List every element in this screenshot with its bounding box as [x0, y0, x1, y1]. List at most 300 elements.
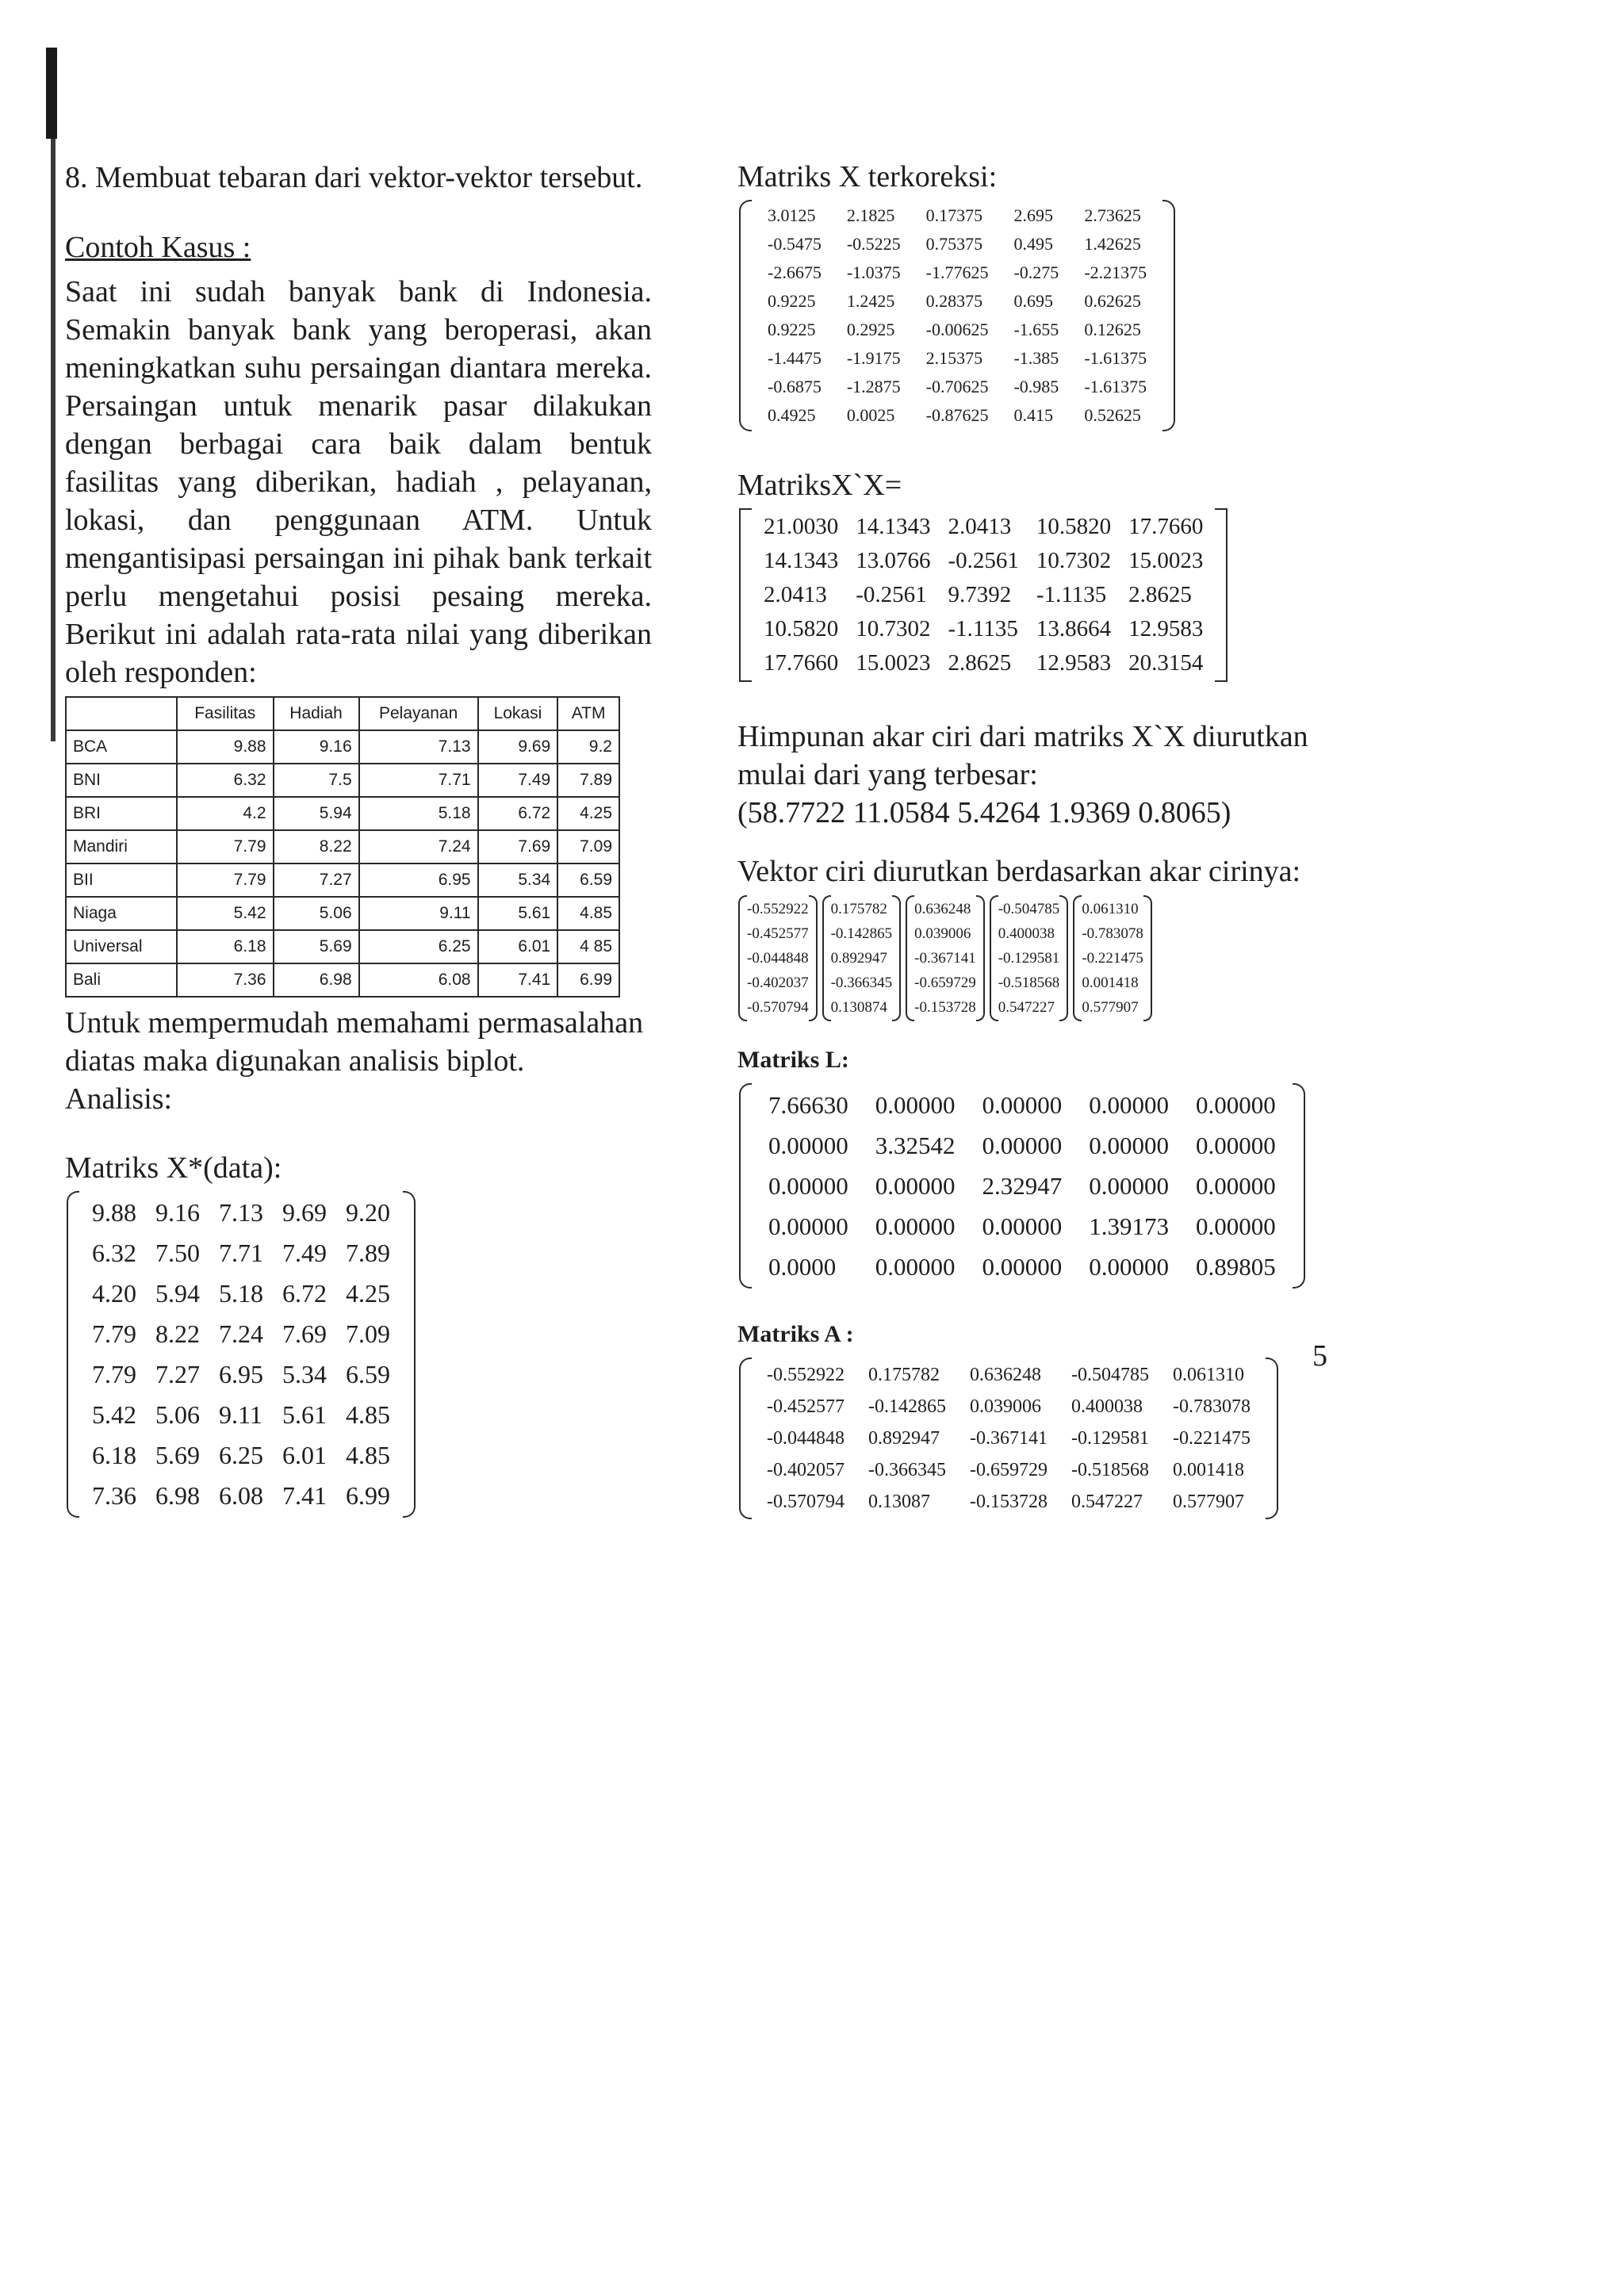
- score-cell: 7.09: [557, 830, 619, 864]
- matrix-cell: 15.0023: [856, 650, 931, 676]
- score-cell: 6.99: [557, 963, 619, 997]
- matrix-cell: 4.25: [346, 1279, 390, 1308]
- table-row: [66, 864, 619, 897]
- matrix-cell: 0.00000: [768, 1171, 848, 1200]
- corrected-matrix-title: Matriks X terkoreksi:: [737, 160, 998, 193]
- matrix-cell: -0.00625: [925, 320, 989, 339]
- matrix-row: [755, 578, 1212, 612]
- right-column: [737, 159, 1562, 1523]
- matrix-cell: -0.452577: [767, 1396, 845, 1417]
- eigenvalue-list: (58.7722 11.0584 5.4264 1.9369 0.8065): [737, 796, 1231, 829]
- corrected-matrix-table: [755, 201, 1159, 430]
- score-cell: 6.01: [478, 930, 558, 963]
- table-row: [66, 764, 619, 797]
- matrix-cell: 0.039006: [970, 1396, 1041, 1417]
- score-cell: 7.49: [478, 764, 558, 797]
- eigenvector-text: Vektor ciri diurutkan berdasarkan akar cirinya:: [737, 855, 1301, 888]
- matrix-row: [755, 510, 1212, 544]
- matrix-cell: 1.39173: [1089, 1212, 1169, 1240]
- matrix-cell: 0.00000: [1089, 1171, 1169, 1200]
- matrix-cell: -0.783078: [1173, 1396, 1251, 1417]
- matrix-row: [755, 1391, 1262, 1423]
- column-header: ATM: [557, 697, 619, 730]
- matrix-cell: -0.518568: [1071, 1459, 1149, 1480]
- score-cell: 6.08: [359, 963, 478, 997]
- bank-name-cell: Niaga: [66, 897, 177, 930]
- biplot-paragraph: Untuk mempermudah memahami permasalahan diatas maka digunakan analisis biplot.: [65, 1006, 644, 1078]
- score-cell: 5.06: [274, 897, 359, 930]
- eigenvector-value: -0.366345: [830, 975, 893, 991]
- matrix-cell: 12.9583: [1128, 616, 1204, 641]
- matrix-cell: 4.85: [346, 1441, 390, 1469]
- score-cell: 5.69: [274, 930, 359, 963]
- score-cell: 4.2: [177, 797, 274, 830]
- matrix-cell: 7.66630: [768, 1090, 848, 1119]
- matrix-cell: 6.95: [219, 1360, 263, 1388]
- matrix-row: [755, 544, 1212, 578]
- matrix-cell: 7.36: [92, 1481, 136, 1510]
- matrix-cell: 0.892947: [868, 1427, 940, 1449]
- matrix-row: [755, 401, 1159, 430]
- score-cell: 7.13: [359, 730, 478, 764]
- matrix-cell: 0.75375: [925, 234, 983, 254]
- matrix-cell: 7.89: [346, 1239, 390, 1267]
- matrix-row: [755, 1125, 1289, 1166]
- matrix-cell: -0.87625: [925, 405, 989, 425]
- matrix-cell: -0.367141: [970, 1427, 1048, 1449]
- bank-name-cell: Bali: [66, 963, 177, 997]
- eigenvector: [737, 895, 818, 1021]
- score-cell: 5.34: [478, 864, 558, 897]
- matrix-cell: 7.13: [219, 1198, 263, 1227]
- matrix-cell: 0.00000: [875, 1212, 956, 1240]
- matrix-cell: 0.00000: [982, 1131, 1063, 1159]
- score-cell: 7.5: [274, 764, 359, 797]
- matrix-row: [755, 1454, 1262, 1486]
- matrix-cell: -1.61375: [1084, 377, 1147, 396]
- matrix-cell: -0.2561: [948, 548, 1019, 573]
- matrix-row: [755, 316, 1159, 344]
- matrix-cell: 0.4925: [768, 405, 816, 425]
- matrix-cell: -2.6675: [768, 262, 822, 282]
- eigenvector-value: 0.061310: [1082, 901, 1139, 917]
- table-row: [66, 830, 619, 864]
- matrix-cell: -1.0375: [846, 262, 901, 282]
- matrix-cell: -0.221475: [1173, 1427, 1251, 1449]
- column-header: Lokasi: [478, 697, 558, 730]
- matrix-cell: 2.8625: [1128, 582, 1192, 607]
- matrix-cell: 6.99: [346, 1481, 390, 1510]
- matrix-cell: -0.570794: [767, 1491, 845, 1512]
- matrix-row: [82, 1314, 400, 1354]
- xtx-matrix: [737, 508, 1229, 682]
- score-cell: 4.85: [557, 897, 619, 930]
- matrix-row: [755, 1166, 1289, 1206]
- matrix-cell: 14.1343: [764, 548, 839, 573]
- matrix-cell: 0.547227: [1071, 1491, 1143, 1512]
- matrix-cell: -1.655: [1013, 320, 1059, 339]
- matrix-cell: 0.00000: [768, 1212, 848, 1240]
- matrix-cell: 7.41: [282, 1481, 327, 1510]
- matrix-cell: 0.577907: [1173, 1491, 1244, 1512]
- matrix-cell: -2.21375: [1084, 262, 1147, 282]
- eigenvector: [905, 895, 986, 1021]
- matrix-cell: -0.275: [1013, 262, 1059, 282]
- matrix-cell: 10.7302: [856, 616, 931, 641]
- matrix-cell: -1.385: [1013, 348, 1059, 368]
- score-cell: 4.25: [557, 797, 619, 830]
- matrix-cell: 0.52625: [1084, 405, 1141, 425]
- eigenvector-value: -0.504785: [998, 901, 1060, 917]
- score-cell: 4 85: [557, 930, 619, 963]
- matrix-cell: 0.00000: [982, 1090, 1063, 1119]
- matrix-row: [755, 1486, 1262, 1518]
- score-cell: 5.18: [359, 797, 478, 830]
- matrix-cell: -1.2875: [846, 377, 901, 396]
- eigenvalue-text: Himpunan akar ciri dari matriks X`X diurutkan mulai dari yang terbesar:: [737, 720, 1308, 791]
- scan-edge-line: [51, 139, 56, 741]
- column-header: Hadiah: [274, 697, 359, 730]
- matrix-cell: 0.9225: [768, 291, 816, 311]
- matrix-l: [737, 1083, 1307, 1289]
- score-cell: 6.25: [359, 930, 478, 963]
- bank-name-cell: BRI: [66, 797, 177, 830]
- matrix-row: [82, 1193, 400, 1233]
- score-cell: 7.27: [274, 864, 359, 897]
- score-cell: 7.69: [478, 830, 558, 864]
- table-body: [66, 730, 619, 997]
- bank-name-cell: Universal: [66, 930, 177, 963]
- matrix-cell: 9.88: [92, 1198, 136, 1227]
- matrix-cell: 0.89805: [1196, 1252, 1276, 1281]
- eigenvector-value: -0.659729: [914, 975, 976, 991]
- matrix-row: [755, 258, 1159, 287]
- score-cell: 7.41: [478, 963, 558, 997]
- matrix-row: [755, 1359, 1262, 1391]
- eigenvector-value: -0.153728: [914, 999, 976, 1016]
- matrix-cell: 0.0025: [846, 405, 895, 425]
- matrix-cell: 0.00000: [982, 1212, 1063, 1240]
- matrix-cell: 9.16: [155, 1198, 200, 1227]
- matrix-l-title: Matriks L:: [737, 1047, 849, 1073]
- score-cell: 7.71: [359, 764, 478, 797]
- matrix-row: [82, 1354, 400, 1395]
- matrix-cell: -0.366345: [868, 1459, 946, 1480]
- matrix-cell: 0.495: [1013, 234, 1053, 254]
- matrix-cell: 1.2425: [846, 291, 895, 311]
- matrix-cell: 5.42: [92, 1400, 136, 1429]
- matrix-cell: 3.32542: [875, 1131, 956, 1159]
- matrix-cell: 7.50: [155, 1239, 200, 1267]
- eigenvector-value: -0.570794: [747, 999, 809, 1016]
- page-number: 5: [1312, 1339, 1327, 1373]
- eigenvector-value: 0.039006: [914, 925, 971, 942]
- left-column: [65, 159, 652, 1522]
- matrix-cell: -0.5225: [846, 234, 901, 254]
- matrix-cell: 0.00000: [1089, 1252, 1169, 1281]
- eigenvector-value: -0.367141: [914, 950, 976, 967]
- respondent-table: [65, 696, 620, 998]
- matrix-cell: 0.061310: [1173, 1364, 1244, 1385]
- matrix-cell: -0.142865: [868, 1396, 946, 1417]
- eigenvector-value: 0.400038: [998, 925, 1055, 942]
- matrix-cell: 7.09: [346, 1319, 390, 1348]
- matrix-cell: 9.69: [282, 1198, 327, 1227]
- matrix-row: [82, 1395, 400, 1435]
- matrix-cell: 5.18: [219, 1279, 263, 1308]
- eigenvector-value: -0.402037: [747, 975, 809, 991]
- matrix-row: [755, 1206, 1289, 1246]
- matrix-cell: 2.1825: [846, 205, 895, 225]
- matrix-cell: -0.985: [1013, 377, 1059, 396]
- matrix-cell: -0.70625: [925, 377, 989, 396]
- matrix-a: [737, 1358, 1280, 1519]
- score-cell: 5.94: [274, 797, 359, 830]
- score-cell: 9.69: [478, 730, 558, 764]
- matrix-cell: 21.0030: [764, 514, 839, 539]
- matrix-cell: 10.5820: [1036, 514, 1112, 539]
- matrix-x-data: [65, 1191, 417, 1518]
- matrix-cell: 0.001418: [1173, 1459, 1244, 1480]
- eigenvector: [1072, 895, 1153, 1021]
- matrix-cell: 2.73625: [1084, 205, 1141, 225]
- matrix-cell: 0.695: [1013, 291, 1053, 311]
- matrix-cell: 2.32947: [982, 1171, 1063, 1200]
- matrix-cell: -0.6875: [768, 377, 822, 396]
- eigenvector-value: -0.129581: [998, 950, 1060, 967]
- column-header: [66, 697, 177, 730]
- eigenvector-value: -0.142865: [830, 925, 893, 942]
- matrix-a-title: Matriks A :: [737, 1321, 854, 1347]
- eigenvector-value: 0.892947: [830, 950, 887, 967]
- matrix-a-table: [755, 1359, 1262, 1518]
- analysis-label: Analisis:: [65, 1082, 173, 1116]
- score-cell: 6.95: [359, 864, 478, 897]
- matrix-cell: 0.00000: [1196, 1090, 1276, 1119]
- eigenvector-value: 0.547227: [998, 999, 1055, 1016]
- score-cell: 6.72: [478, 797, 558, 830]
- matrix-cell: 0.00000: [875, 1252, 956, 1281]
- matrix-cell: 7.71: [219, 1239, 263, 1267]
- matrix-cell: 0.62625: [1084, 291, 1141, 311]
- score-cell: 6.18: [177, 930, 274, 963]
- bank-name-cell: Mandiri: [66, 830, 177, 864]
- score-cell: 6.98: [274, 963, 359, 997]
- matrix-cell: 0.13087: [868, 1491, 930, 1512]
- matrix-row: [755, 1246, 1289, 1287]
- matrix-cell: 6.98: [155, 1481, 200, 1510]
- matrix-cell: 2.695: [1013, 205, 1053, 225]
- matrix-cell: 9.11: [219, 1400, 262, 1429]
- bank-name-cell: BII: [66, 864, 177, 897]
- matrix-x-title: Matriks X*(data):: [65, 1151, 282, 1185]
- matrix-cell: 7.79: [92, 1319, 136, 1348]
- score-cell: 7.36: [177, 963, 274, 997]
- matrix-row: [82, 1435, 400, 1476]
- matrix-cell: 7.49: [282, 1239, 327, 1267]
- matrix-cell: -0.402057: [767, 1459, 845, 1480]
- matrix-row: [755, 612, 1212, 646]
- matrix-cell: 0.00000: [1196, 1131, 1276, 1159]
- eigenvector-value: 0.175782: [830, 901, 887, 917]
- score-cell: 6.32: [177, 764, 274, 797]
- matrix-cell: 17.7660: [1128, 514, 1204, 539]
- matrix-x-table: [82, 1193, 400, 1516]
- matrix-cell: 5.94: [155, 1279, 200, 1308]
- matrix-cell: 0.00000: [1196, 1171, 1276, 1200]
- score-cell: 7.89: [557, 764, 619, 797]
- matrix-cell: 5.34: [282, 1360, 327, 1388]
- score-cell: 9.88: [177, 730, 274, 764]
- matrix-row: [755, 201, 1159, 230]
- matrix-cell: 0.00000: [875, 1090, 956, 1119]
- matrix-cell: -0.5475: [768, 234, 822, 254]
- matrix-cell: 0.17375: [925, 205, 983, 225]
- matrix-cell: 6.32: [92, 1239, 136, 1267]
- matrix-row: [82, 1273, 400, 1314]
- eigenvector-value: -0.221475: [1082, 950, 1143, 967]
- matrix-row: [755, 1085, 1289, 1125]
- matrix-cell: 5.69: [155, 1441, 200, 1469]
- eigenvector: [822, 895, 902, 1021]
- matrix-cell: -1.9175: [846, 348, 901, 368]
- eigenvector: [989, 895, 1070, 1021]
- bank-name-cell: BCA: [66, 730, 177, 764]
- score-cell: 6.59: [557, 864, 619, 897]
- matrix-cell: -0.504785: [1071, 1364, 1149, 1385]
- matrix-cell: -1.61375: [1084, 348, 1147, 368]
- matrix-cell: 2.0413: [764, 582, 827, 607]
- matrix-cell: 13.0766: [856, 548, 931, 573]
- table-row: [66, 730, 619, 764]
- matrix-cell: 8.22: [155, 1319, 200, 1348]
- matrix-row: [755, 287, 1159, 316]
- eigenvector-value: -0.518568: [998, 975, 1060, 991]
- matrix-cell: 0.00000: [875, 1171, 956, 1200]
- score-cell: 9.16: [274, 730, 359, 764]
- matrix-cell: 12.9583: [1036, 650, 1112, 676]
- matrix-cell: -0.659729: [970, 1459, 1048, 1480]
- matrix-cell: 0.00000: [1089, 1131, 1169, 1159]
- matrix-cell: 1.42625: [1084, 234, 1141, 254]
- eigenvector-set: [737, 895, 1562, 1021]
- matrix-row: [82, 1233, 400, 1273]
- matrix-cell: 0.9225: [768, 320, 816, 339]
- matrix-cell: 0.175782: [868, 1364, 940, 1385]
- table-row: [66, 797, 619, 830]
- matrix-cell: 10.5820: [764, 616, 839, 641]
- column-header: Pelayanan: [359, 697, 478, 730]
- score-cell: 7.79: [177, 864, 274, 897]
- table-header-row: [66, 697, 619, 730]
- eigenvector-value: 0.130874: [830, 999, 887, 1016]
- matrix-cell: 10.7302: [1036, 548, 1112, 573]
- matrix-cell: 7.27: [155, 1360, 200, 1388]
- step-8-text: 8. Membuat tebaran dari vektor-vektor tersebut.: [65, 161, 643, 194]
- matrix-cell: 9.7392: [948, 582, 1012, 607]
- matrix-cell: 14.1343: [856, 514, 931, 539]
- eigenvector-value: -0.452577: [747, 925, 809, 942]
- matrix-cell: -0.153728: [970, 1491, 1048, 1512]
- table-row: [66, 930, 619, 963]
- score-cell: 9.11: [359, 897, 478, 930]
- matrix-cell: 4.20: [92, 1279, 136, 1308]
- matrix-cell: 0.400038: [1071, 1396, 1143, 1417]
- matrix-cell: 0.2925: [846, 320, 895, 339]
- matrix-cell: 6.59: [346, 1360, 390, 1388]
- matrix-cell: 0.00000: [768, 1131, 848, 1159]
- matrix-cell: 13.8664: [1036, 616, 1112, 641]
- matrix-row: [755, 373, 1159, 401]
- scan-edge-mark: [46, 48, 57, 139]
- eigenvector-value: 0.636248: [914, 901, 971, 917]
- matrix-cell: 0.12625: [1084, 320, 1141, 339]
- score-cell: 8.22: [274, 830, 359, 864]
- xtx-matrix-table: [755, 510, 1212, 680]
- matrix-cell: 0.0000: [768, 1252, 837, 1281]
- bank-name-cell: BNI: [66, 764, 177, 797]
- matrix-cell: -1.1135: [1036, 582, 1107, 607]
- matrix-cell: 2.0413: [948, 514, 1012, 539]
- matrix-cell: 4.85: [346, 1400, 390, 1429]
- matrix-cell: 0.00000: [1089, 1090, 1169, 1119]
- matrix-cell: 7.79: [92, 1360, 136, 1388]
- eigenvector-value: -0.044848: [747, 950, 809, 967]
- matrix-cell: 6.01: [282, 1441, 327, 1469]
- matrix-cell: 0.415: [1013, 405, 1053, 425]
- score-cell: 5.42: [177, 897, 274, 930]
- matrix-cell: -1.4475: [768, 348, 822, 368]
- column-header: Fasilitas: [177, 697, 274, 730]
- matrix-cell: -0.552922: [767, 1364, 845, 1385]
- table-row: [66, 897, 619, 930]
- matrix-cell: -0.044848: [767, 1427, 845, 1449]
- matrix-row: [755, 230, 1159, 258]
- matrix-cell: 5.61: [282, 1400, 327, 1429]
- matrix-cell: 0.28375: [925, 291, 983, 311]
- matrix-row: [82, 1476, 400, 1516]
- matrix-cell: -1.77625: [925, 262, 989, 282]
- score-cell: 5.61: [478, 897, 558, 930]
- matrix-cell: -1.1135: [948, 616, 1018, 641]
- matrix-cell: 6.72: [282, 1279, 327, 1308]
- table-row: [66, 963, 619, 997]
- matrix-cell: 6.08: [219, 1481, 263, 1510]
- matrix-cell: 0.00000: [1196, 1212, 1276, 1240]
- eigenvector-value: -0.783078: [1082, 925, 1143, 942]
- matrix-cell: 6.18: [92, 1441, 136, 1469]
- matrix-cell: 0.636248: [970, 1364, 1041, 1385]
- matrix-l-table: [755, 1085, 1289, 1287]
- xtx-matrix-title: MatriksX`X=: [737, 469, 902, 502]
- matrix-cell: 7.24: [219, 1319, 263, 1348]
- score-cell: 7.24: [359, 830, 478, 864]
- eigenvector-value: -0.552922: [747, 901, 809, 917]
- matrix-cell: 2.8625: [948, 650, 1012, 676]
- case-paragraph: Saat ini sudah banyak bank di Indonesia. Semakin banyak bank yang beroperasi, akan meningkatkan suhu persaingan diantara mereka. Persaingan untuk menarik pasar dilakukan dengan berbagai cara baik dalam bentuk fasilitas yang diberikan, hadiah , pelayanan, lokasi, dan penggunaan ATM. Untuk mengantisipasi persaingan ini pihak bank terkait perlu mengetahui posisi pesaing mereka. Berikut ini adalah rata-rata nilai yang diberikan oleh responden:: [65, 275, 652, 689]
- case-heading: Contoh Kasus :: [65, 231, 251, 264]
- matrix-row: [755, 344, 1159, 373]
- matrix-cell: -0.129581: [1071, 1427, 1149, 1449]
- score-cell: 7.79: [177, 830, 274, 864]
- matrix-row: [755, 1423, 1262, 1454]
- matrix-row: [755, 646, 1212, 680]
- matrix-cell: 0.00000: [982, 1252, 1063, 1281]
- score-cell: 9.2: [557, 730, 619, 764]
- matrix-cell: 20.3154: [1128, 650, 1204, 676]
- matrix-cell: 9.20: [346, 1198, 390, 1227]
- matrix-cell: 6.25: [219, 1441, 263, 1469]
